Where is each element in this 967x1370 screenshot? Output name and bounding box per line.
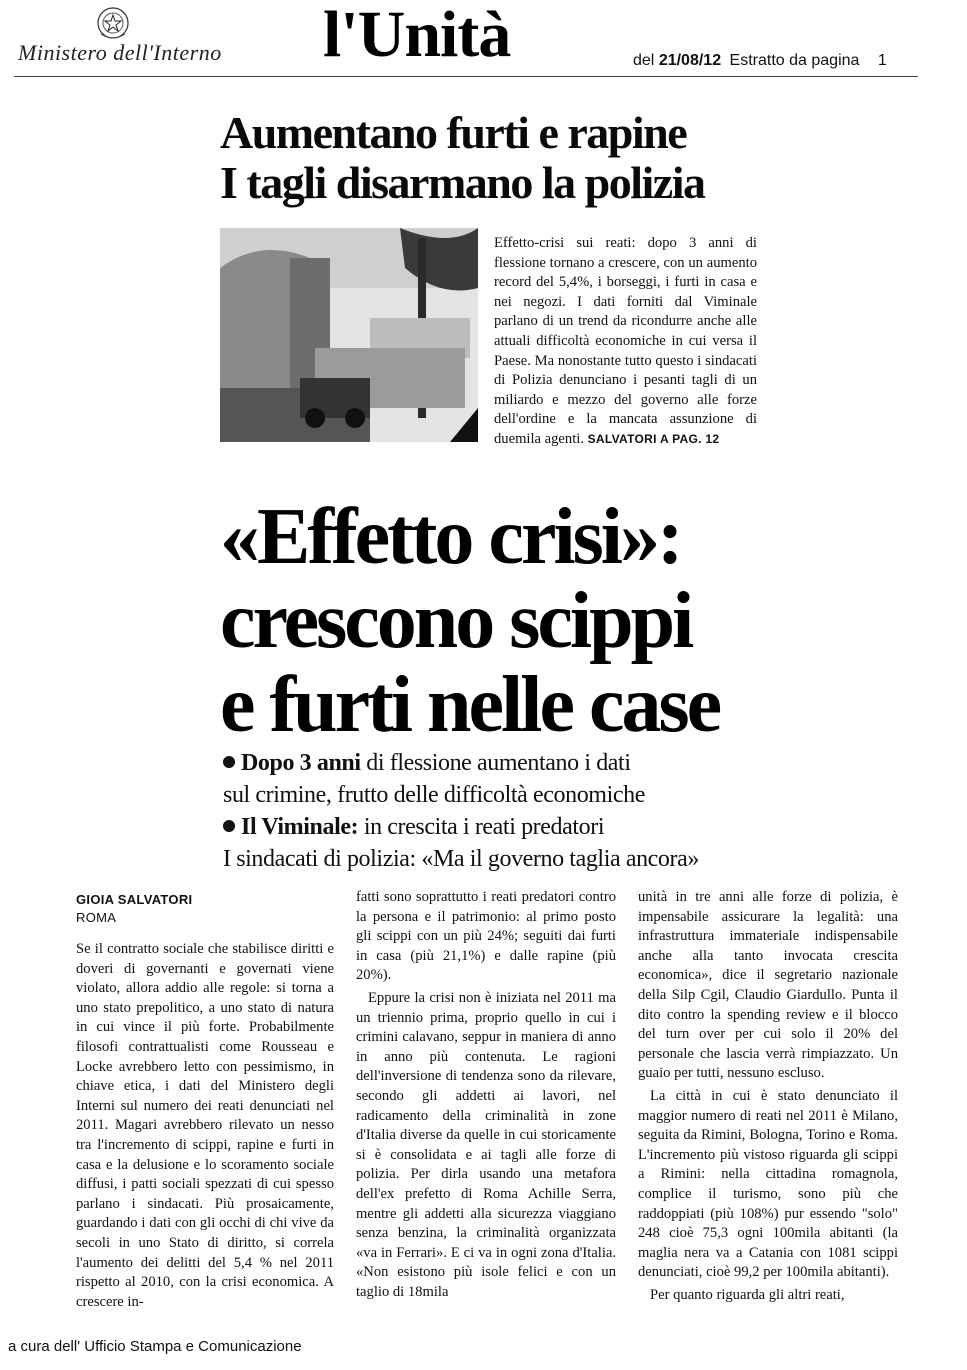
subhead-text: sul crimine, frutto delle difficoltà economiche xyxy=(223,782,645,808)
subhead-line-2 xyxy=(223,780,645,810)
author-name: GIOIA SALVATORI xyxy=(76,892,193,907)
republic-emblem-icon xyxy=(96,4,130,42)
main-headline-line-2: crescono scippi xyxy=(220,577,692,665)
subhead-line-3 xyxy=(223,812,604,842)
paragraph: fatti sono soprattutto i reati predatori contro la persona e il patrimonio: al primo posto gli scippi con un più 24%; seguiti dai furti in casa (più 21,1%) e dalle rapine (più 20%). xyxy=(356,889,616,984)
page-number: 1 xyxy=(877,52,887,69)
subhead-line-1 xyxy=(223,748,631,778)
subhead-lead: Il Viminale: xyxy=(241,814,359,840)
article-column-2 xyxy=(356,888,616,1302)
subhead-text: di flessione aumentano i dati xyxy=(360,750,631,776)
main-headline-line-3: e furti nelle case xyxy=(220,661,720,749)
issue-date: 21/08/12 xyxy=(658,52,722,69)
subhead-lead: Dopo 3 anni xyxy=(241,750,361,776)
bullet-icon xyxy=(223,756,235,768)
teaser-photo xyxy=(220,228,478,442)
paragraph: unità in tre anni alle forze di polizia, è impensabile assicurare la legalità: una infrastruttura immateriale indispensabile anche alla tanto invocata crescita economica», dice il segretario nazionale della Silp Cgil, Claudio Giardullo. Punta il dito contro la spending review e il blocco del turn over per cui solo il 20% del personale che lascia verrà rimpiazzato. Un guaio per tutti, nessuno escluso. xyxy=(638,889,898,1082)
subhead-text: in crescita i reati predatori xyxy=(358,814,605,840)
teaser-summary-text: Effetto-crisi sui reati: dopo 3 anni di flessione tornano a crescere, con un aumento record del 5,4%, i borseggi, i furti in casa e nei negozi. I dati forniti dal Viminale parlano di un trend da ricondurre anche alle attuali difficoltà economiche in cui versa il Paese. Ma nonostante tutto questo i sindacati di Polizia denunciano i pesanti tagli di un miliardo e mezzo del governo alle forze dell'ordine e la mancata assunzione di duemila agenti. xyxy=(494,235,757,447)
newspaper-masthead: l'Unità xyxy=(323,0,511,71)
article-column-1 xyxy=(76,940,334,1312)
teaser-headline-line-1: Aumentano furti e rapine xyxy=(220,107,687,158)
ministry-name: Ministero dell'Interno xyxy=(18,40,222,65)
main-headline-line-1: «Effetto crisi»: xyxy=(220,493,681,581)
teaser-headline-line-2: I tagli disarmano la polizia xyxy=(220,157,705,208)
subhead-line-4 xyxy=(223,844,699,874)
teaser-summary xyxy=(494,234,757,450)
paragraph: La città in cui è stato denunciato il maggior numero di reati nel 2011 è Milano, seguita da Rimini, Bologna, Torino e Roma. L'incremento più vistoso riguarda gli scippi a Rimini: nella cittadina romagnola, complice il turismo, sono più che raddoppiati (più 108%) pur essendo "solo" 248 cioè 75,3 ogni 100mila abitanti (la maglia nera va a Catania con 1081 scippi denunciati, cioè 99,2 per 100mila abitanti). xyxy=(638,1087,898,1281)
header-divider xyxy=(14,76,918,77)
teaser-page-reference: SALVATORI A PAG. 12 xyxy=(587,431,720,446)
paragraph: Eppure la crisi non è iniziata nel 2011 ma un triennio prima, proprio quello in cui i crimini calavano, seppur in maniera di anno in anno più contenuta. Le ragioni dell'inversione di tendenza sono da rilevare, secondo gli addetti ai lavori, nel radicamento della criminalità in zone d'Italia diverse da quelle in cui storicamente si è consolidata e ai tagli alle forze di polizia. Per dirla usando una metafora dell'ex prefetto di Roma Achille Serra, mentre gli addetti alla sicurezza viaggiano senza benzina, la criminalità organizzata «va in Ferrari». E ci va in ogni zona d'Italia. «Non esistono più isole felici e con un taglio di 18mila xyxy=(356,989,616,1300)
paragraph: Se il contratto sociale che stabilisce diritti e doveri di governanti e governati viene violato, allora addio alle regole: si torna a uno stato prepolitico, a uno stato di natura in cui vince il più forte. Probabilmente filosofi contrattualisti come Rousseau e Locke avrebbero letto con pessimismo, in chiave etica, i dati del Ministero degli Interni sul numero dei reati denunciati nel 2011. Magari avrebbero rilevato un nesso tra l'incremento di scippi, rapine e furti in casa e la delusione e lo scoramento sociale diffusi, i patti sociali spezzati di cui spesso parlano i sindacati. Più prosaicamente, guardando i dati con gli occhi di chi vive da secoli in uno Stato di diritto, si correla l'aumento dei delitti del 5,4 % nel 2011 rispetto al 2010, con la crisi economica. A crescere in- xyxy=(76,941,334,1310)
paragraph: Per quanto riguarda gli altri reati, xyxy=(650,1286,845,1303)
footer-credit: a cura dell' Ufficio Stampa e Comunicazione xyxy=(8,1338,302,1355)
bullet-icon xyxy=(223,820,235,832)
subhead-text: I sindacati di polizia: «Ma il governo taglia ancora» xyxy=(223,846,699,872)
dateline-city: ROMA xyxy=(76,910,117,925)
date-prefix: del xyxy=(633,52,655,69)
article-column-3 xyxy=(638,888,898,1305)
extract-label: Estratto da pagina xyxy=(729,52,860,69)
extract-info xyxy=(633,52,887,70)
